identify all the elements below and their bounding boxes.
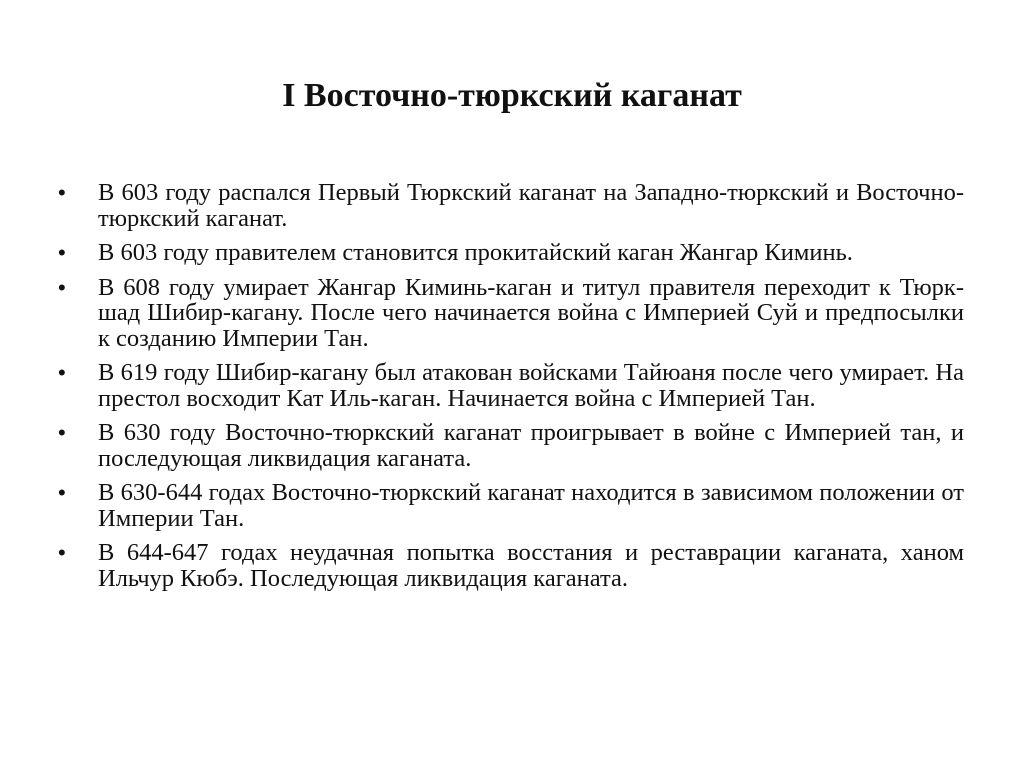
bullet-item xyxy=(58,240,964,266)
bullet-text: В 630-644 годах Восточно-тюркский каганат находится в зависимом положении от Империи Тан. xyxy=(98,479,964,532)
bullet-text: В 619 году Шибир-кагану был атакован войсками Тайюаня после чего умирает. На престол восходит Кат Иль-каган. Начинается война с Империей Тан. xyxy=(98,359,964,412)
bullet-item xyxy=(58,420,964,471)
bullet-dot-icon: • xyxy=(58,480,66,505)
bullet-dot-icon: • xyxy=(58,420,66,445)
bullet-item xyxy=(58,480,964,531)
slide-title: I Восточно-тюркский каганат xyxy=(282,77,742,114)
bullet-text: В 644-647 годах неудачная попытка восстания и реставрации каганата, ханом Ильчур Кюбэ. Последующая ликвидация каганата. xyxy=(98,539,964,592)
bullet-dot-icon: • xyxy=(58,540,66,565)
bullet-item xyxy=(58,180,964,231)
bullet-text: В 603 году распался Первый Тюркский каганат на Западно-тюркский и Восточно-тюркский каганат. xyxy=(98,179,964,232)
bullet-dot-icon: • xyxy=(58,360,66,385)
bullet-list xyxy=(58,180,964,600)
bullet-item xyxy=(58,540,964,591)
bullet-item xyxy=(58,275,964,352)
bullet-dot-icon: • xyxy=(58,274,66,300)
bullet-dot-icon: • xyxy=(58,180,66,205)
bullet-dot-icon: • xyxy=(58,240,66,265)
bullet-text: В 603 году правителем становится прокитайский каган Жангар Киминь. xyxy=(98,239,853,266)
bullet-item xyxy=(58,360,964,411)
bullet-text: В 630 году Восточно-тюркский каганат проигрывает в войне с Империей тан, и последующая ликвидация каганата. xyxy=(98,419,964,472)
bullet-text: В 608 году умирает Жангар Киминь-каган и титул правителя переходит к Тюрк-шад Шибир-кагану. После чего начинается война с Империей Суй и предпосылки к созданию Империи Тан. xyxy=(98,273,964,352)
